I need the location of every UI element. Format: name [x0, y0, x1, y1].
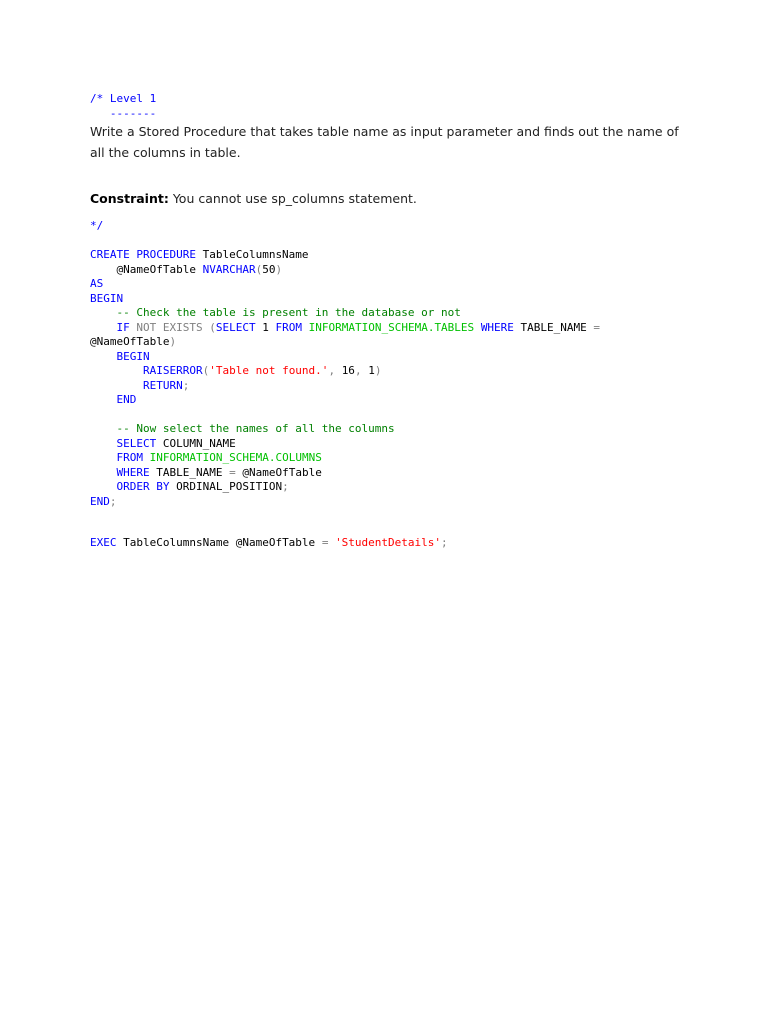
task-description: Write a Stored Procedure that takes table name as input parameter and finds out the name of all the columns in table.	[90, 124, 679, 160]
exec-keyword: EXEC	[90, 536, 117, 549]
code-line-4: BEGIN	[90, 291, 124, 305]
code-line-1	[90, 248, 309, 261]
comment-underline: -------	[90, 106, 157, 120]
param-name: @NameOfTable	[90, 262, 203, 276]
where-keyword: WHERE	[480, 320, 514, 334]
code-line-3: AS	[90, 277, 104, 290]
paren: )	[169, 335, 177, 348]
literal-one: 1	[255, 320, 276, 334]
constraint-label: Constraint:	[90, 191, 169, 206]
comment-open-text: /* Level 1	[90, 92, 157, 105]
constraint-line	[90, 188, 690, 209]
column-table-name: TABLE_NAME	[149, 465, 230, 479]
space	[474, 321, 481, 334]
not-exists-keyword: NOT EXISTS	[129, 320, 210, 334]
indent	[90, 451, 117, 464]
equals: =	[321, 536, 329, 549]
severity: 16	[341, 364, 355, 377]
equals: =	[593, 320, 601, 334]
code-line-8: BEGIN	[90, 349, 150, 363]
semicolon: ;	[282, 480, 289, 493]
code-block	[90, 248, 600, 509]
indent	[90, 321, 117, 334]
schema-columns: INFORMATION_SCHEMA.COLUMNS	[149, 451, 322, 464]
indent	[90, 466, 117, 479]
select-keyword: SELECT	[215, 320, 256, 334]
code-line-5: -- Check the table is present in the database or not	[90, 306, 461, 319]
equals: =	[229, 465, 236, 479]
code-line-13	[90, 437, 236, 450]
column-table-name: TABLE_NAME	[513, 320, 594, 334]
code-line-15	[90, 466, 322, 479]
order-by-keyword: ORDER BY	[116, 480, 170, 493]
schema-tables: INFORMATION_SCHEMA.TABLES	[308, 320, 475, 334]
space	[302, 321, 309, 334]
comment-open	[90, 92, 156, 121]
error-message-string: 'Table not found.'	[209, 364, 329, 377]
space	[143, 451, 150, 464]
param-type: NVARCHAR	[202, 262, 256, 276]
paren: (	[202, 364, 210, 377]
column-name: COLUMN_NAME	[156, 436, 236, 450]
code-line-14	[90, 451, 322, 464]
code-line-17	[90, 495, 117, 508]
code-line-16	[90, 480, 289, 493]
procedure-name: TableColumnsName	[195, 248, 309, 261]
code-line-12: -- Now select the names of all the columns	[90, 422, 395, 435]
exec-argument-string: 'StudentDetails'	[335, 536, 442, 549]
code-line-7	[90, 335, 176, 348]
raiserror-keyword: RAISERROR	[142, 364, 203, 377]
comment-close	[90, 219, 103, 234]
code-line-6	[90, 321, 600, 334]
variable: @NameOfTable	[90, 335, 170, 348]
code-line-10	[90, 379, 189, 392]
exec-procedure-call: TableColumnsName @NameOfTable	[116, 536, 322, 549]
return-keyword: RETURN	[142, 378, 183, 392]
constraint-text: You cannot use sp_columns statement.	[168, 191, 417, 206]
create-procedure-keyword: CREATE PROCEDURE	[90, 248, 196, 261]
from-keyword: FROM	[275, 320, 302, 334]
ordinal-position: ORDINAL_POSITION	[169, 480, 283, 493]
select-keyword: SELECT	[116, 436, 157, 450]
indent	[90, 437, 117, 450]
param-length: 50	[262, 262, 276, 276]
code-line-11: END	[90, 393, 137, 406]
comma: ,	[354, 364, 369, 377]
if-keyword: IF	[116, 320, 130, 334]
indent	[90, 379, 143, 392]
code-line-9	[90, 364, 381, 377]
comma: ,	[328, 364, 342, 377]
paren: )	[275, 262, 283, 276]
paren: (	[255, 262, 263, 276]
indent	[90, 480, 117, 493]
code-line-2	[90, 263, 282, 276]
state: 1	[368, 364, 375, 377]
paren: )	[374, 364, 382, 377]
paren: (	[209, 320, 216, 334]
where-keyword: WHERE	[116, 465, 150, 479]
exec-statement	[90, 536, 448, 551]
variable: @NameOfTable	[235, 465, 322, 479]
semicolon: ;	[182, 378, 190, 392]
semicolon: ;	[441, 536, 448, 549]
semicolon: ;	[109, 494, 117, 508]
from-keyword: FROM	[116, 451, 143, 464]
end-keyword: END	[90, 494, 110, 508]
indent	[90, 364, 143, 377]
comment-close-text: */	[90, 219, 104, 232]
